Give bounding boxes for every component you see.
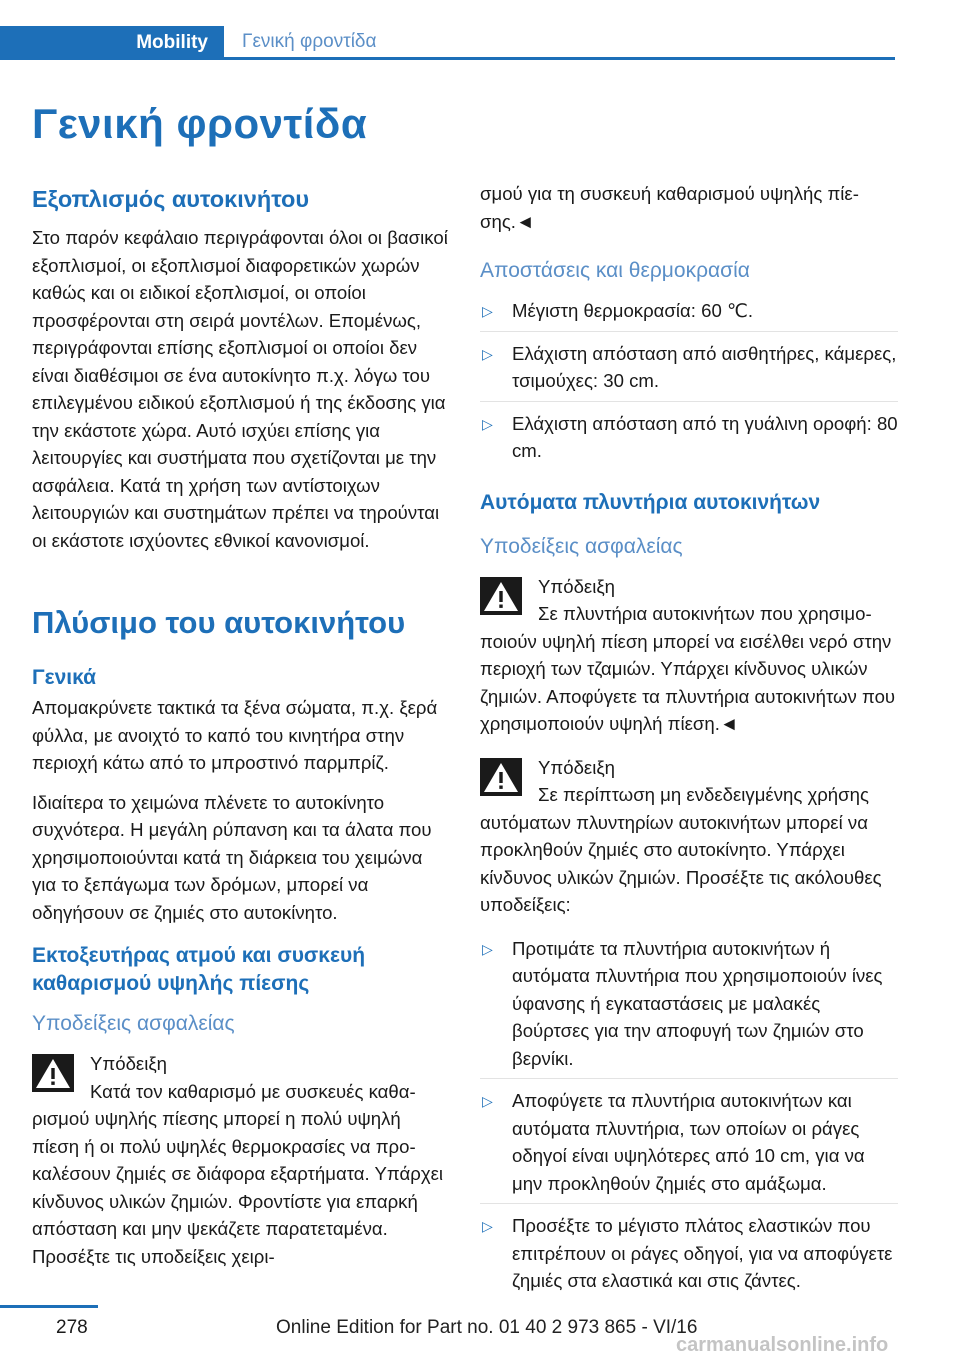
list-item: ▷ Προσέξτε το μέγιστο πλάτος ελαστικών που επιτρέπουν οι ράγες οδηγοί, για να αποφύγετε ζημιές στα ελαστικά και στις ζάντες. [482, 1215, 893, 1291]
warning-box-1 [480, 573, 898, 738]
heading-safety-notes: Υποδείξεις ασφαλείας [32, 1012, 235, 1035]
footer-rule [0, 1305, 98, 1308]
auto-wash-list [480, 935, 898, 1301]
page-title: Γενική φροντίδα [32, 100, 368, 147]
warning-icon [32, 1054, 74, 1092]
heading-steam-cleaner: Εκτοξευτήρας ατμού και συσκευή καθαρισμού υψηλής πίεσης [32, 944, 366, 995]
chapter-tab[interactable]: Γενική φροντίδα [224, 26, 895, 60]
warning-box-2 [480, 754, 898, 919]
paragraph-general-1: Απομακρύνετε τακτικά τα ξένα σώματα, π.χ. ξερά φύλλα, με ανοιχτό το καπό του κινητήρα στην περιοχή κάτω από το μπροστινό παρμπρίζ. [32, 697, 438, 773]
warning-text: Σε περίπτωση μη ενδεδειγμένης χρήσης αυτόματων πλυντηρίων αυτοκινήτων μπορεί να προκληθούν ζημιές στο αυτοκίνητο. Υπάρχει κίνδυνος υλικών ζημιών. Προσέξτε τις ακόλουθες υποδείξεις: [480, 784, 882, 915]
paragraph-general-2: Ιδιαίτερα το χειμώνα πλένετε το αυτοκίνητο συχνότερα. Η μεγάλη ρύπανση και τα άλατα που χρησιμοποιούνται κατά τη διάρκεια του χειμώνα για το ξεπάγωμα των δρόμων, μπορεί να οδηγήσουν σε ζημιές στο αυτοκίνητο. [32, 791, 432, 923]
list-item: ▷ Αποφύγετε τα πλυντήρια αυτοκινήτων και αυτόματα πλυντήρια, των οποίων οι ράγες οδηγοί είναι υψηλότερες από 10 cm, για να μην προκληθούν ζημιές στο αμάξωμα. [480, 1087, 898, 1204]
triangle-bullet-icon: ▷ [482, 303, 493, 319]
list-item: ▷ Προτιμάτε τα πλυντήρια αυτοκινήτων ή αυτόματα πλυντήρια που χρησιμοποιούν ίνες ύφανσης ή εγκαταστάσεις με μαλακές βούρτσες για την αποφυγή των ζημιών στο βερνίκι. [480, 935, 898, 1080]
distance-list [480, 297, 898, 471]
triangle-bullet-icon: ▷ [482, 1218, 493, 1234]
list-item: ▷ Μέγιστη θερμοκρασία: 60 ℃. [480, 297, 898, 332]
triangle-bullet-icon: ▷ [482, 940, 493, 957]
warning-label: Υπόδειξη [538, 756, 616, 778]
right-column [480, 180, 898, 1311]
heading-auto-wash: Αυτόματα πλυντήρια αυτοκινήτων [480, 490, 821, 514]
watermark: carmanualsonline.info [676, 1334, 889, 1356]
section-tab[interactable]: Mobility [0, 26, 224, 60]
header-bar [0, 26, 895, 60]
heading-washing: Πλύσιμο του αυτοκινήτου [32, 605, 406, 640]
warning-icon [480, 577, 522, 615]
heading-general: Γενικά [32, 666, 97, 689]
page-number: 278 [56, 1317, 88, 1338]
paragraph-equipment: Στο παρόν κεφάλαιο περιγράφονται όλοι οι βασικοί εξοπλισμοί, οι εξοπλισμοί διαφορετικών χωρών καθώς και οι ειδικοί εξοπλισμοί, οι οποίοι προσφέρονται στη σειρά μοντέλων. Επομένως, περιγράφονται επίσης εξοπλισμοί οι οποίοι δεν είναι διαθέσιμοι σε ένα αυτοκίνητο π.χ. λόγω του επιλεγμένου ειδικού εξοπλισμού ή της έκδοσης για την εκάστοτε χώρα. Αυτό ισχύει επίσης για λειτουργίες και συστήματα που σχετίζονται με την ασφάλεια. Κατά τη χρήση των αντίστοιχων λειτουργιών και συστημάτων πρέπει να τηρούνται οι εκάστοτε ισχύοντες εθνικοί κανονισμοί. [32, 227, 448, 551]
paragraph-continued: σμού για τη συσκευή καθαρισμού υψηλής πίεσης.◄ [480, 183, 859, 232]
triangle-bullet-icon: ▷ [482, 1093, 493, 1109]
triangle-bullet-icon: ▷ [482, 415, 493, 432]
warning-label: Υπόδειξη [538, 575, 616, 597]
warning-icon [480, 758, 522, 796]
list-item: ▷ Ελάχιστη απόσταση από τη γυάλινη οροφή: 80 cm. [482, 412, 898, 461]
list-item: ▷ Ελάχιστη απόσταση από αισθητήρες, κάμερες, τσιμούχες: 30 cm. [480, 340, 898, 402]
left-column [32, 180, 450, 1286]
warning-label: Υπόδειξη [90, 1053, 168, 1074]
warning-box [32, 1050, 450, 1270]
triangle-bullet-icon: ▷ [482, 345, 493, 362]
warning-text: Σε πλυντήρια αυτοκινήτων που χρησιμοποιούν υψηλή πίεση μπορεί να εισέλθει νερό στην περιοχή των τζαμιών. Υπάρχει κίνδυνος υλικών ζημιών. Αποφύγετε τα πλυντήρια αυτοκινήτων που χρησιμοποιούν υψηλή πίεση.◄ [480, 603, 896, 734]
edition-text: Online Edition for Part no. 01 40 2 973 865 - VI/16 [276, 1317, 698, 1338]
heading-distances: Αποστάσεις και θερμοκρασία [480, 259, 750, 282]
heading-safety-notes-2: Υποδείξεις ασφαλείας [480, 534, 683, 558]
warning-text: Κατά τον καθαρισμό με συσκευές καθαρισμού υψηλής πίεσης μπορεί η πολύ υψηλή πίεση ή οι πολύ υψηλές θερμοκρασίες να προκαλέσουν ζημιές σε διάφορα εξαρτήματα. Υπάρχει κίνδυνος υλικών ζημιών. Φροντίστε για επαρκή απόσταση και μην ψεκάζετε παρατεταμένα. Προσέξτε τις υποδείξεις χειρι- [32, 1080, 443, 1267]
heading-equipment: Εξοπλισμός αυτοκινήτου [32, 186, 310, 212]
